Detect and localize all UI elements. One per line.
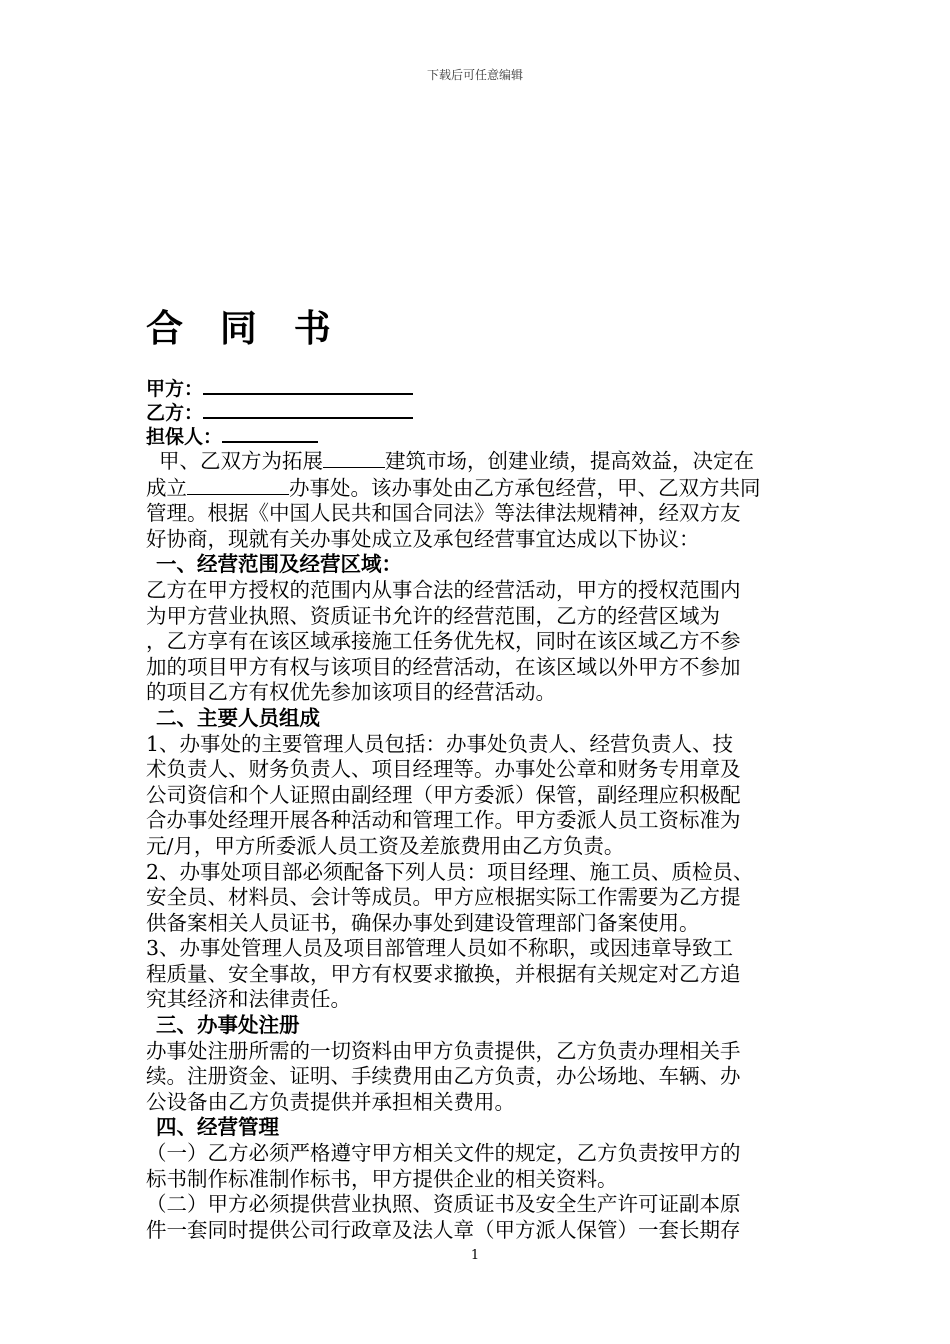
blank-market bbox=[323, 448, 385, 468]
contract-body bbox=[146, 448, 811, 1243]
party-b-label: 乙方： bbox=[146, 402, 204, 424]
paragraph-line: 为甲方营业执照、资质证书允许的经营范围，乙方的经营区域为 bbox=[146, 603, 720, 628]
paragraph-line: 的项目乙方有权优先参加该项目的经营活动。 bbox=[146, 680, 556, 705]
paragraph-line: 3、办事处管理人员及项目部管理人员如不称职，或因违章导致工 bbox=[146, 936, 734, 961]
paragraph-line: 1、办事处的主要管理人员包括：办事处负责人、经营负责人、技 bbox=[146, 731, 734, 756]
party-a-label: 甲方： bbox=[146, 378, 204, 400]
guarantor bbox=[146, 424, 826, 448]
paragraph-line: 供备案相关人员证书，确保办事处到建设管理部门备案使用。 bbox=[146, 910, 700, 935]
paragraph-line: 究其经济和法律责任。 bbox=[146, 987, 351, 1012]
paragraph-line: 公设备由乙方负责提供并承担相关费用。 bbox=[146, 1089, 515, 1114]
intro-line: 成立 办事处。该办事处由乙方承包经营，甲、乙双方共同 bbox=[146, 475, 761, 500]
section-heading: 四、经营管理 bbox=[156, 1115, 279, 1140]
guarantor-label: 担保人： bbox=[146, 426, 223, 448]
party-a-blank bbox=[203, 376, 413, 395]
paragraph-line: ，乙方享有在该区域承接施工任务优先权，同时在该区域乙方不参 bbox=[146, 629, 741, 654]
paragraph-line: 续。注册资金、证明、手续费用由乙方负责，办公场地、车辆、办 bbox=[146, 1064, 741, 1089]
paragraph-line: 乙方在甲方授权的范围内从事合法的经营活动，甲方的授权范围内 bbox=[146, 577, 741, 602]
header-note: 下载后可任意编辑 bbox=[426, 68, 523, 82]
paragraph-line: 安全员、材料员、会计等成员。甲方应根据实际工作需要为乙方提 bbox=[146, 885, 741, 910]
paragraph-line: 元/月，甲方所委派人员工资及差旅费用由乙方负责。 bbox=[146, 833, 625, 858]
paragraph-line: （二）甲方必须提供营业执照、资质证书及安全生产许可证副本原 bbox=[146, 1192, 741, 1217]
parties-block bbox=[146, 376, 826, 448]
paragraph-line: 标书制作标准制作标书，甲方提供企业的相关资料。 bbox=[146, 1166, 618, 1191]
party-b-blank bbox=[203, 400, 413, 419]
paragraph-line: 办事处注册所需的一切资料由甲方负责提供，乙方负责办理相关手 bbox=[146, 1038, 741, 1063]
paragraph-line: 程质量、安全事故，甲方有权要求撤换，并根据有关规定对乙方追 bbox=[146, 961, 741, 986]
section-heading: 三、办事处注册 bbox=[156, 1013, 300, 1038]
document-title: 合 同 书 bbox=[146, 307, 343, 350]
paragraph-line: 加的项目甲方有权与该项目的经营活动，在该区域以外甲方不参加 bbox=[146, 654, 741, 679]
paragraph-line: 合办事处经理开展各种活动和管理工作。甲方委派人员工资标准为 bbox=[146, 808, 741, 833]
party-a bbox=[146, 376, 826, 400]
paragraph-line: 术负责人、财务负责人、项目经理等。办事处公章和财务专用章及 bbox=[146, 757, 741, 782]
paragraph-line: 2、办事处项目部必须配备下列人员：项目经理、施工员、质检员、 bbox=[146, 859, 754, 884]
paragraph-line: （一）乙方必须严格遵守甲方相关文件的规定，乙方负责按甲方的 bbox=[146, 1141, 741, 1166]
intro-line: 甲、乙双方为拓展 建筑市场，创建业绩，提高效益，决定在 bbox=[159, 449, 755, 473]
page-number: 1 bbox=[470, 1248, 480, 1263]
section-heading: 二、主要人员组成 bbox=[156, 705, 320, 730]
intro-line: 管理。根据《中国人民共和国合同法》等法律法规精神，经双方友 bbox=[146, 501, 741, 526]
guarantor-blank bbox=[222, 424, 318, 443]
blank-office bbox=[187, 475, 289, 495]
paragraph-line: 件一套同时提供公司行政章及法人章（甲方派人保管）一套长期存 bbox=[146, 1217, 741, 1242]
paragraph-line: 公司资信和个人证照由副经理（甲方委派）保管，副经理应积极配 bbox=[146, 782, 741, 807]
intro-line: 好协商，现就有关办事处成立及承包经营事宜达成以下协议： bbox=[146, 526, 700, 551]
party-b bbox=[146, 400, 826, 424]
section-heading: 一、经营范围及经营区域： bbox=[156, 552, 402, 577]
